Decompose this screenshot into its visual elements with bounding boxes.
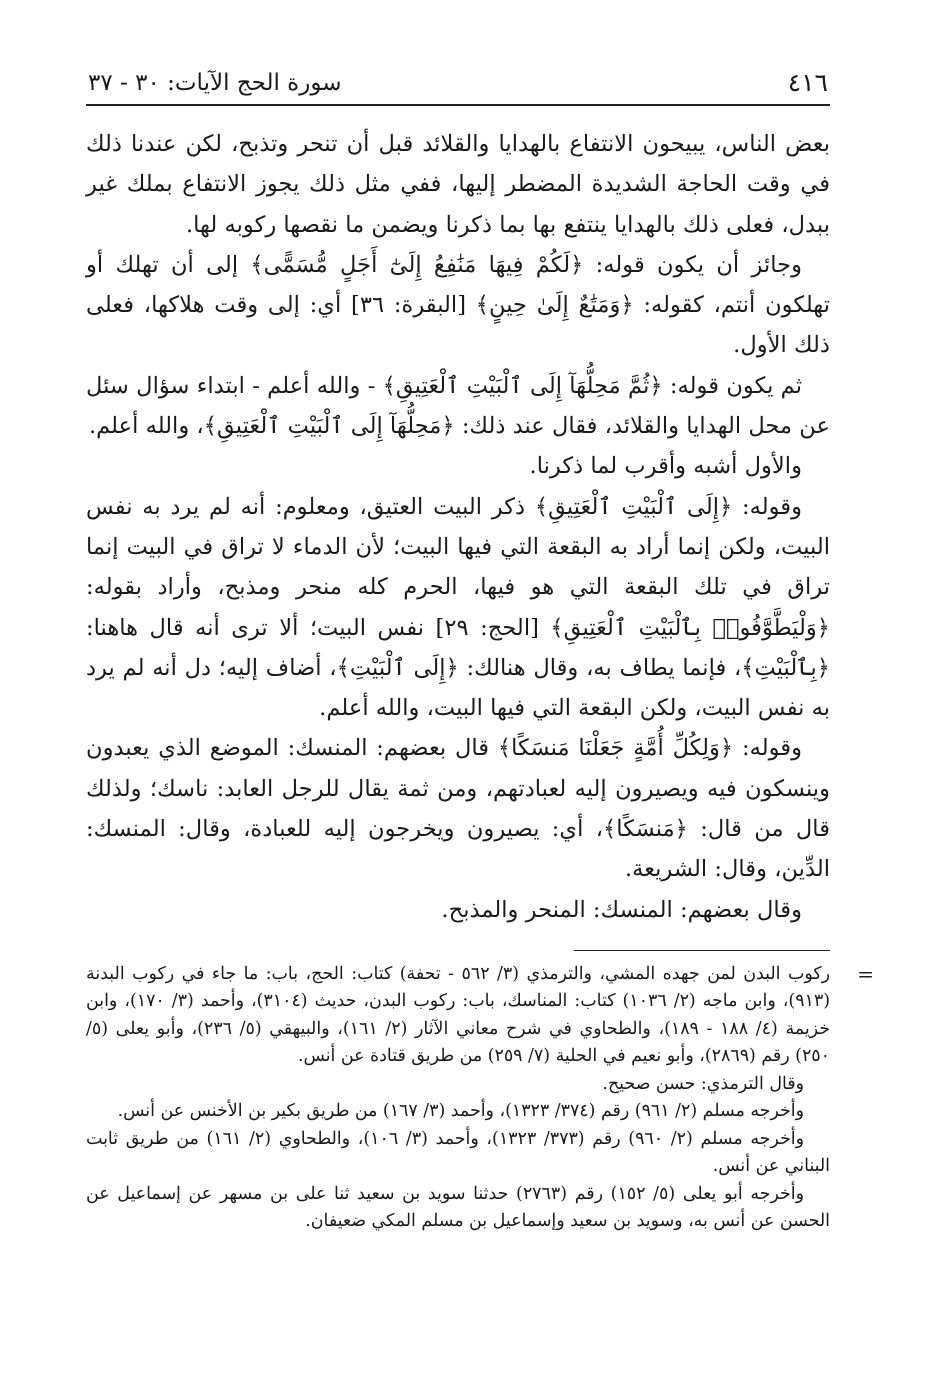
paragraph: وجائز أن يكون قوله: ﴿لَكُمْ فِيهَا مَنَٰفِعُ إِلَىٰٓ أَجَلٍ مُّسَمًّى﴾ إلى أن تهلك أو تهلكون أنتم، كقوله: ﴿وَمَتَٰعٌ إِلَىٰ حِينٍ﴾ [البقرة: ٣٦] أي: إلى وقت هلاكها، فعلى ذلك الأول. [86, 251, 830, 359]
paragraph: وقوله: ﴿وَلِكُلِّ أُمَّةٍ جَعَلْنَا مَنسَكًا﴾ قال بعضهم: المنسك: الموضع الذي يعبدون وينسكون فيه ويصيرون إليه لعبادتهم، ومن ثمة يقال للرجل العابد: ناسك؛ ولذلك قال من قال: ﴿مَنسَكًا﴾، أي: يصيرون ويخرجون إليه للعبادة، وقال: المنسك: الدِّين، وقال: الشريعة. [86, 735, 830, 883]
paragraph: والأول أشبه وأقرب لما ذكرنا. [529, 453, 802, 480]
main-text [86, 124, 830, 930]
page-header [86, 62, 830, 106]
paragraph: وقوله: ﴿إِلَى ٱلْبَيْتِ ٱلْعَتِيقِ﴾ ذكر البيت العتيق، ومعلوم: أنه لم يرد به نفس البيت، ولكن إنما أراد به البقعة التي فيها البيت؛ لأن الدماء لا تراق في البيت إنما تراق في تلك البقعة التي هو فيها، الحرم كله منحر ومذبح، وأراد بقوله: ﴿وَلْيَطَّوَّفُوا۟ بِٱلْبَيْتِ ٱلْعَتِيقِ﴾ [الحج: ٢٩] نفس البيت؛ ألا ترى أنه قال هاهنا: ﴿بِٱلْبَيْتِ﴾، فإنما يطاف به، وقال هنالك: ﴿إِلَى ٱلْبَيْتِ﴾، أضاف إليه؛ دل أنه لم يرد به نفس البيت، ولكن البقعة التي فيها البيت، والله أعلم. [86, 493, 831, 722]
running-title: سورة الحج الآيات: ٣٠ - ٣٧ [88, 70, 342, 96]
paragraph: بعض الناس، يبيحون الانتفاع بالهدايا والقلائد قبل أن تنحر وتذبح، لكن عندنا ذلك في وقت الحاجة الشديدة المضطر إليها، ففي مثل ذلك يجوز الانتفاع بملك غير ببدل، فعلى ذلك بالهدايا ينتفع بها بما ذكرنا ويضمن ما نقصها ركوبه لها. [86, 131, 830, 238]
footnotes [86, 961, 874, 1236]
footnote-paragraph: ركوب البدن لمن جهده المشي، والترمذي (٣/ ٥٦٢ - تحفة) كتاب: الحج، باب: ما جاء في ركوب البدنة (٩١٣)، وابن ماجه (٢/ ١٠٣٦) كتاب: المناسك، باب: ركوب البدن، حديث (٣١٠٤)، وأحمد (٣/ ١٧٠)، وابن خزيمة (٤/ ١٨٨ - ١٨٩)، والطحاوي في شرح معاني الآثار (٢/ ١٦١)، والبيهقي (٥/ ٢٣٦)، وأبو يعلى (٥/ ٢٥٠) رقم (٢٨٦٩)، وأبو نعيم في الحلية (٧/ ٢٥٩) من طريق قتادة عن أنس. [86, 963, 831, 1067]
paragraph: وقال بعضهم: المنسك: المنحر والمذبح. [441, 896, 802, 923]
page-number: ٤١٦ [787, 68, 828, 97]
footnote-paragraph: وقال الترمذي: حسن صحيح. [602, 1073, 804, 1094]
book-page [86, 62, 874, 1352]
footnote-paragraph: وأخرجه مسلم (٢/ ٩٦١) رقم (٣٧٤/ ١٣٢٣)، وأحمد (٣/ ١٦٧) من طريق بكير بن الأخنس عن أنس. [117, 1101, 804, 1122]
footnote-continuation-marker: = [857, 961, 874, 986]
paragraph: ثم يكون قوله: ﴿ثُمَّ مَحِلُّهَآ إِلَى ٱلْبَيْتِ ٱلْعَتِيقِ﴾ - والله أعلم - ابتداء سؤال سئل عن محل الهدايا والقلائد، فقال عند ذلك: ﴿مَحِلُّهَآ إِلَى ٱلْبَيْتِ ٱلْعَتِيقِ﴾، والله أعلم. [86, 372, 830, 440]
footnote-separator [574, 950, 830, 951]
footnote-paragraph: وأخرجه أبو يعلى (٥/ ١٥٢) رقم (٢٧٦٣) حدثنا سويد بن سعيد ثنا على بن مسهر عن إسماعيل عن الحسن عن أنس به، وسويد بن سعيد وإسماعيل بن مسلم المكي ضعيفان. [86, 1183, 830, 1232]
footnote-paragraph: وأخرجه مسلم (٢/ ٩٦٠) رقم (٣٧٣/ ١٣٢٣)، وأحمد (٣/ ١٠٦)، والطحاوي (٢/ ١٦١) من طريق ثابت البناني عن أنس. [86, 1128, 830, 1177]
